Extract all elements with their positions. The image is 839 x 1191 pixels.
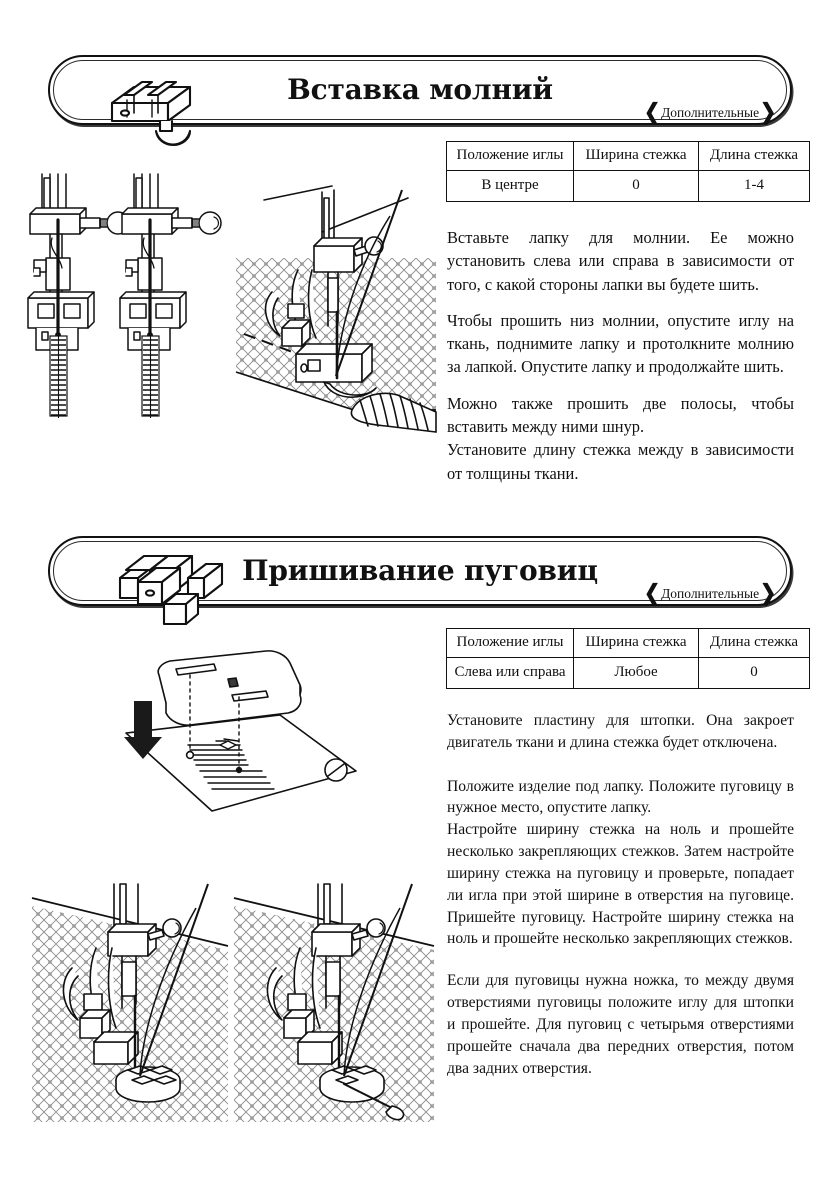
button-sewing-foot-icon xyxy=(110,530,228,634)
status-badge-label: Дополнительные xyxy=(661,585,760,601)
table-row-header xyxy=(447,142,810,171)
value-stitch-length: 0 xyxy=(699,658,810,689)
spec-table-buttons xyxy=(446,628,810,689)
body-copy-zipper xyxy=(447,226,794,485)
table-row-header xyxy=(447,629,810,658)
spec-table-zipper xyxy=(446,141,810,202)
body-copy-buttons xyxy=(447,710,794,1079)
value-stitch-width: 0 xyxy=(574,171,699,202)
col-header-needle-position: Положение иглы xyxy=(447,142,574,171)
col-header-stitch-width: Ширина стежка xyxy=(574,142,699,171)
paragraph: Установите длину стежка между в зависимости от толщины ткани. xyxy=(447,440,794,483)
paragraph: Если для пуговицы нужна ножка, то между двумя отверстиями пуговицы положите иглу для штопки и прошейте. Для пуговиц с четырьмя отверстиями прошейте сначала два передних отверстия, потом два задних отверстия. xyxy=(447,972,794,1077)
value-stitch-width: Любое xyxy=(574,658,699,689)
zipper-sewing-corded-seam-diagram xyxy=(236,186,436,448)
button-sewing-with-shank-needle-diagram xyxy=(234,884,434,1142)
chevron-right-icon: ❯ xyxy=(760,581,776,606)
status-badge-label: Дополнительные xyxy=(661,104,760,120)
chevron-left-icon: ❮ xyxy=(644,581,661,606)
value-needle-position: Слева или справа xyxy=(447,658,574,689)
paragraph: Вставьте лапку для молнии. Ее можно установить слева или справа в зависимости от того, с какой стороны лапки вы будете шить. xyxy=(447,228,794,294)
section-header-buttons xyxy=(48,536,792,606)
table-row xyxy=(447,171,810,202)
darning-plate-install-diagram xyxy=(104,645,404,825)
page-title-buttons: Пришивание пуговиц xyxy=(242,553,598,587)
paragraph: Можно также прошить две полосы, чтобы вставить между ними шнур. xyxy=(447,393,794,437)
chevron-right-icon: ❯ xyxy=(760,100,776,125)
paragraph: Установите пластину для штопки. Она закроет двигатель ткани и длина стежка будет отключена. xyxy=(447,712,794,751)
section-header-zipper xyxy=(48,55,792,125)
col-header-stitch-width: Ширина стежка xyxy=(574,629,699,658)
chevron-left-icon: ❮ xyxy=(644,100,661,125)
status-badge-buttons xyxy=(644,581,776,606)
value-stitch-length: 1-4 xyxy=(699,171,810,202)
zipper-foot-left-right-diagram xyxy=(22,172,236,418)
status-badge-zipper xyxy=(644,100,776,125)
paragraph: Чтобы прошить низ молнии, опустите иглу на ткань, поднимите лапку и протолкните молнию за лапкой. Опустите лапку и продолжайте шить. xyxy=(447,310,794,377)
col-header-stitch-length: Длина стежка xyxy=(699,142,810,171)
col-header-needle-position: Положение иглы xyxy=(447,629,574,658)
value-needle-position: В центре xyxy=(447,171,574,202)
paragraph: Положите изделие под лапку. Положите пуговицу в нужное место, опустите лапку. xyxy=(447,777,794,817)
page-title-zipper: Вставка молний xyxy=(287,72,553,106)
button-sewing-flat-diagram xyxy=(32,884,228,1142)
paragraph: Настройте ширину стежка на ноль и прошейте несколько закрепляющих стежков. Затем настройте ширину стежка на пуговицу и проверьте, попадает ли игла при этой ширине в отверстия на пуговице. Пришейте пуговицу. Настройте ширину стежка на ноль и прошейте несколько закрепляющих стежков. xyxy=(447,821,794,948)
table-row xyxy=(447,658,810,689)
zipper-foot-icon xyxy=(94,51,212,155)
col-header-stitch-length: Длина стежка xyxy=(699,629,810,658)
